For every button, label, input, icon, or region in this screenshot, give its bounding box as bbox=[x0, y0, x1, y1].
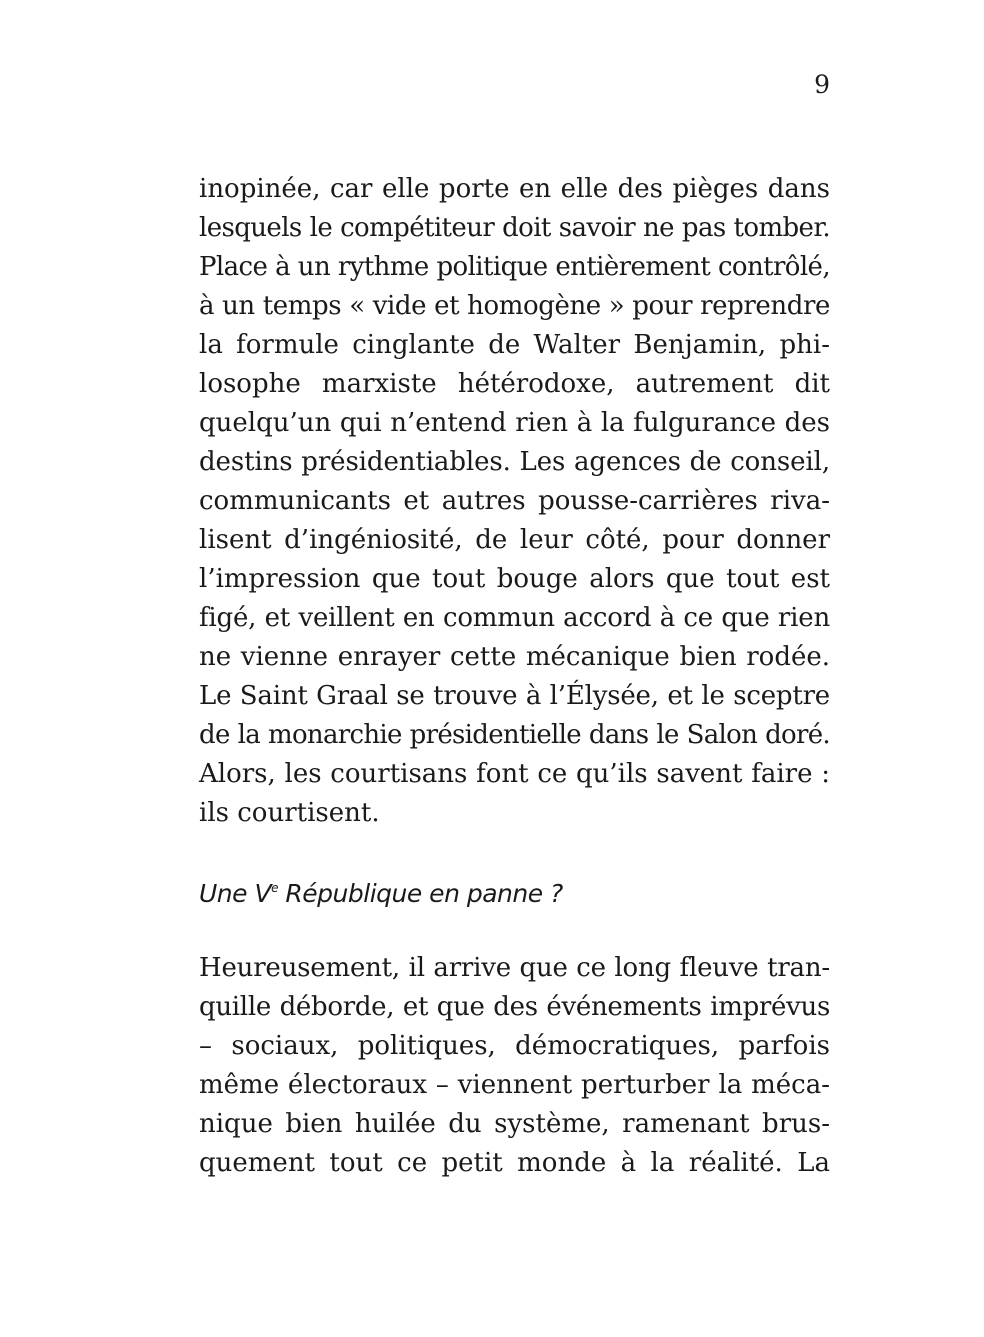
body-paragraph-2 bbox=[199, 949, 830, 1183]
section-heading-superscript: e bbox=[271, 881, 278, 895]
text-line: Heureusement, il arrive que ce long fleuve tran- bbox=[199, 953, 830, 983]
page-number: 9 bbox=[814, 70, 830, 99]
text-line: l’impression que tout bouge alors que tout est bbox=[199, 564, 830, 594]
text-line: losophe marxiste hétérodoxe, autrement dit bbox=[199, 369, 830, 399]
text-line: lisent d’ingéniosité, de leur côté, pour donner bbox=[199, 525, 830, 555]
text-line: même électoraux – viennent perturber la méca- bbox=[199, 1070, 830, 1100]
body-paragraph-1 bbox=[199, 170, 830, 833]
text-line: quelqu’un qui n’entend rien à la fulgurance des bbox=[199, 408, 830, 438]
text-line: quement tout ce petit monde à la réalité. La bbox=[199, 1148, 830, 1178]
text-line: communicants et autres pousse-carrières riva- bbox=[199, 486, 830, 516]
text-line: quille déborde, et que des événements imprévus bbox=[199, 992, 830, 1022]
section-heading-end: République en panne ? bbox=[277, 879, 563, 908]
section-heading bbox=[199, 868, 563, 914]
text-line: lesquels le compétiteur doit savoir ne pas tomber. bbox=[199, 213, 830, 243]
text-line: ils courtisent. bbox=[199, 798, 380, 828]
text-line: inopinée, car elle porte en elle des pièges dans bbox=[199, 174, 830, 204]
text-line: de la monarchie présidentielle dans le Salon doré. bbox=[199, 720, 830, 750]
text-line: ne vienne enrayer cette mécanique bien rodée. bbox=[199, 642, 830, 672]
text-line: Le Saint Graal se trouve à l’Élysée, et le sceptre bbox=[199, 681, 830, 711]
text-line: la formule cinglante de Walter Benjamin, phi- bbox=[199, 330, 830, 360]
text-line: Place à un rythme politique entièrement contrôlé, bbox=[199, 252, 830, 282]
text-line: nique bien huilée du système, ramenant brus- bbox=[199, 1109, 830, 1139]
text-line: Alors, les courtisans font ce qu’ils savent faire : bbox=[199, 759, 830, 789]
text-line: à un temps « vide et homogène » pour reprendre bbox=[199, 291, 830, 321]
text-line: figé, et veillent en commun accord à ce que rien bbox=[199, 603, 830, 633]
section-heading-start: Une V bbox=[199, 879, 272, 908]
text-line: destins présidentiables. Les agences de conseil, bbox=[199, 447, 830, 477]
text-line: – sociaux, politiques, démocratiques, parfois bbox=[199, 1031, 830, 1061]
